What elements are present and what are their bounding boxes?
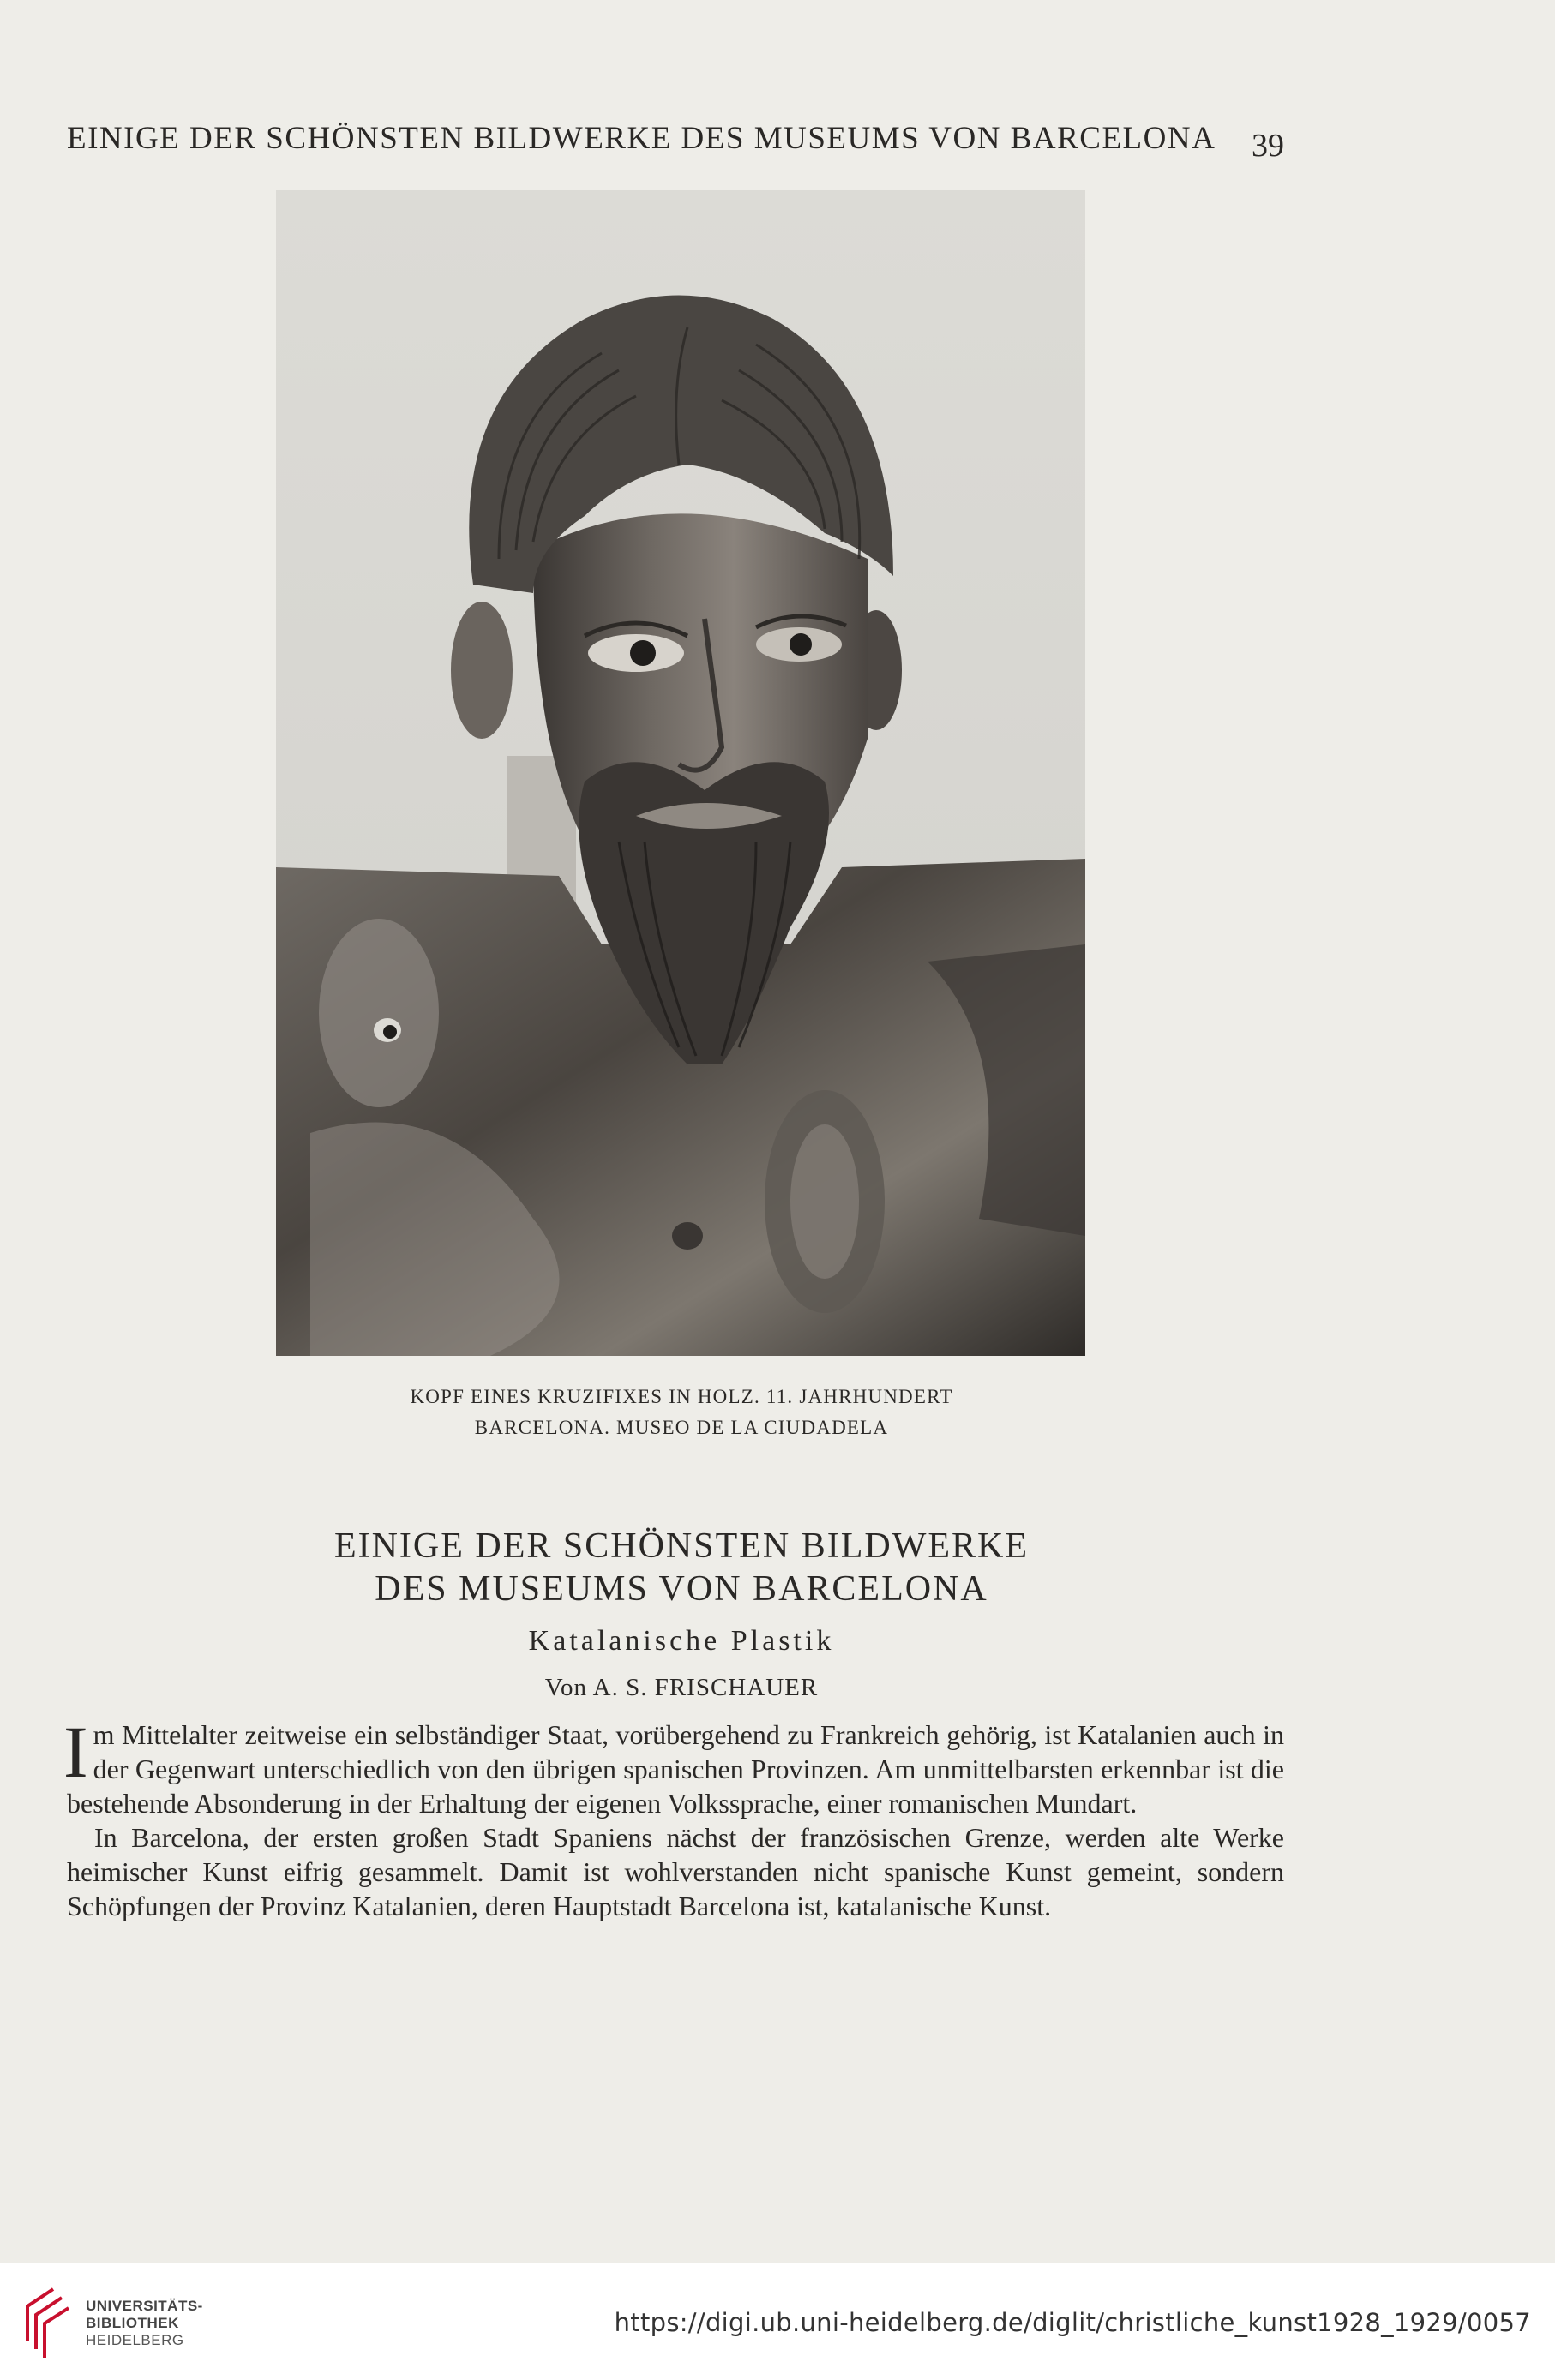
permalink-url[interactable]: https://digi.ub.uni-heidelberg.de/diglit/christliche_kunst1928_1929/0057 (614, 2308, 1531, 2337)
photograph-crucifix-head (276, 190, 1085, 1356)
paragraph-1 (63, 1711, 1284, 1820)
library-name-line-1: UNIVERSITÄTS- (86, 2298, 203, 2314)
viewer-footer (0, 2263, 1555, 2380)
article-subtitle: Katalanische Plastik (528, 1625, 835, 1657)
library-name-line-3: HEIDELBERG (86, 2332, 184, 2348)
figure-caption-line-1: KOPF EINES KRUZIFIXES IN HOLZ. 11. JAHRHUNDERT (410, 1386, 953, 1407)
drop-cap: I (63, 1711, 88, 1793)
article-byline: Von A. S. FRISCHAUER (544, 1674, 819, 1701)
library-name (86, 2298, 203, 2349)
running-title: EINIGE DER SCHÖNSTEN BILDWERKE DES MUSEUMS VON BARCELONA (67, 121, 1216, 156)
paragraph-1-text: m Mittelalter zeitweise ein selbständiger Staat, vorübergehend zu Frankreich gehörig, ist Katalanien auch in der Gegenwart unterschiedlich von den übrigen spanischen Provinzen. Am unmittelbarsten erkennbar ist die bestehende Absonderung in der Erhaltung der eigenen Volkssprache, einer romanischen Mundart. (67, 1719, 1284, 1819)
page-number: 39 (1252, 128, 1284, 164)
figure-caption-line-2: BARCELONA. MUSEO DE LA CIUDADELA (474, 1417, 889, 1438)
library-logo-icon (19, 2281, 72, 2363)
article-title-line-1: EINIGE DER SCHÖNSTEN BILDWERKE (333, 1526, 1030, 1566)
library-name-line-2: BIBLIOTHEK (86, 2315, 179, 2331)
article-title-line-2: DES MUSEUMS VON BARCELONA (375, 1569, 988, 1609)
paragraph-2: In Barcelona, der ersten großen Stadt Spaniens nächst der französischen Grenze, werden alte Werke heimischer Kunst eifrig gesammelt. Damit ist wohlverstanden nicht spanische Kunst gemeint, sondern Schöpfungen der Provinz Katalanien, deren Hauptstadt Barcelona ist, katalanische Kunst. (67, 1822, 1284, 1921)
article-body (63, 1711, 1284, 1923)
